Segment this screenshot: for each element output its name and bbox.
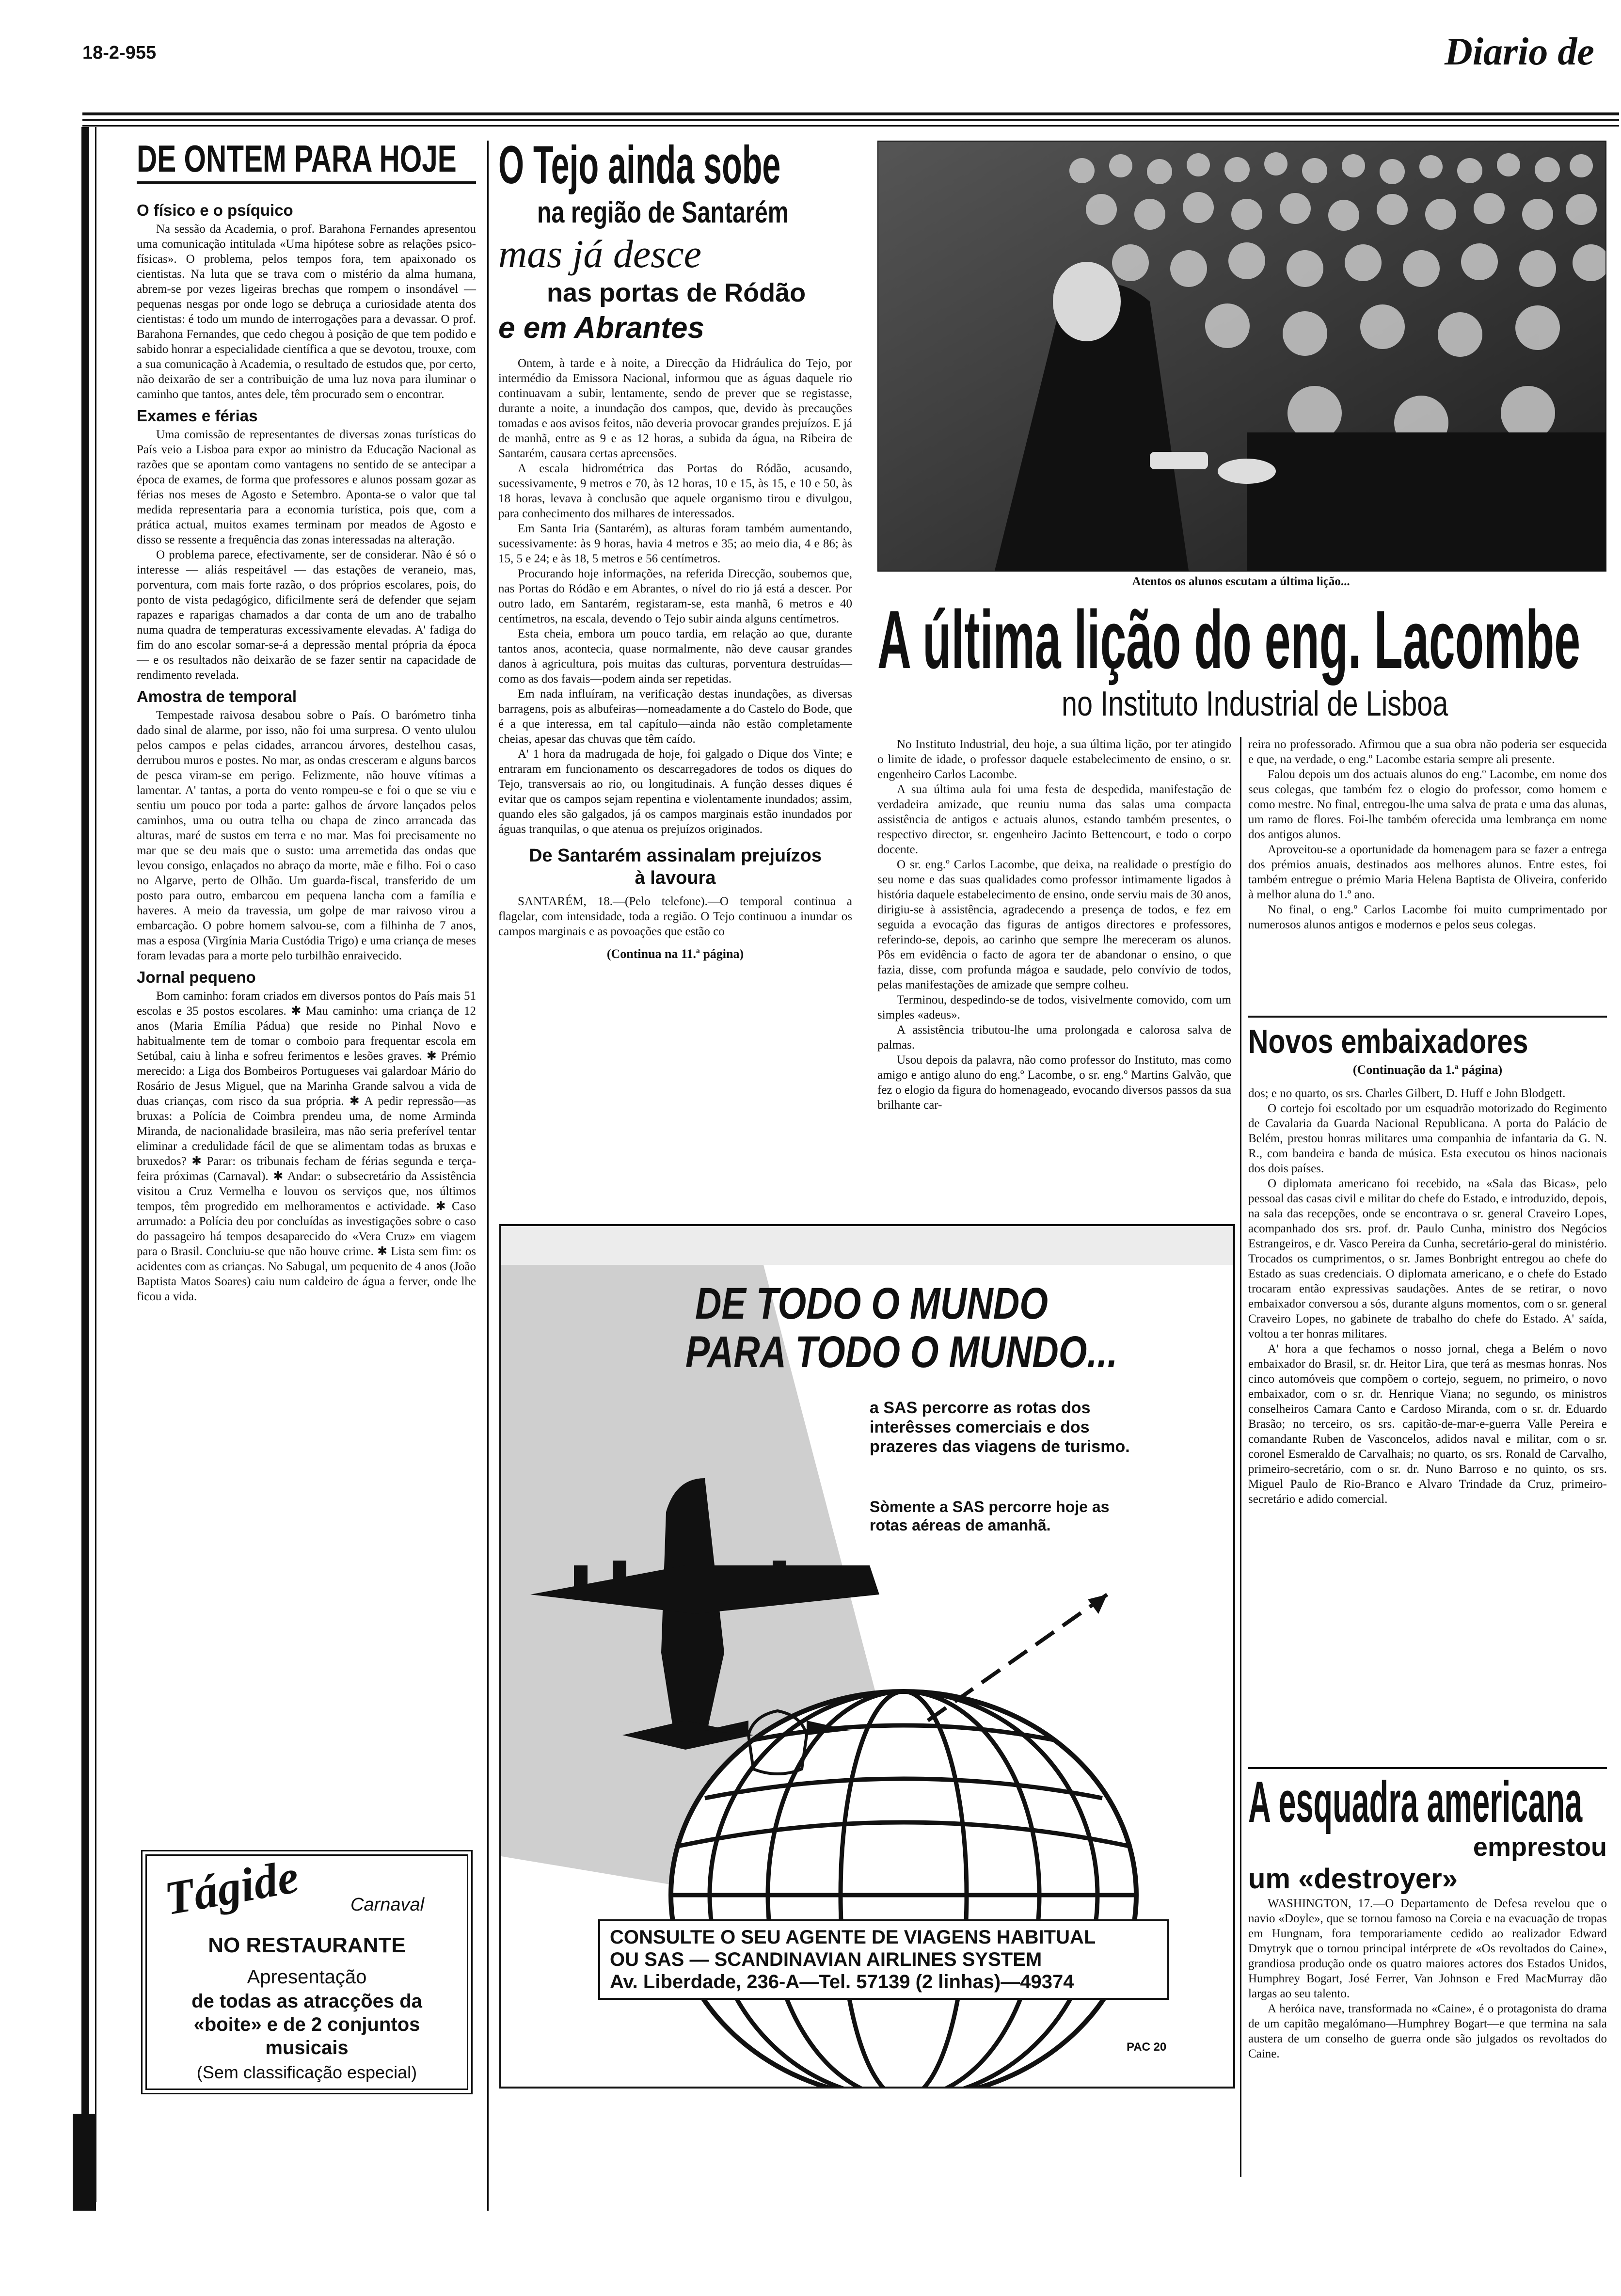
tagide-carnaval: Carnaval xyxy=(350,1895,425,1915)
sas-headline-2: PARA TODO O MUNDO... xyxy=(685,1327,1118,1377)
tagide-line4: musicais xyxy=(265,2037,349,2058)
sas-code: PAC 20 xyxy=(1127,2041,1167,2054)
lacombe-col-b xyxy=(1248,737,1607,932)
embaixadores-rule xyxy=(1248,1016,1607,1018)
left-margin-thin xyxy=(95,127,96,2202)
globe-icon xyxy=(671,1691,1136,2087)
col1-heading-exames: Exames e férias xyxy=(137,407,258,425)
tagide-line3: «boite» e de 2 conjuntos xyxy=(193,2014,420,2035)
lacombe-a-1: No Instituto Industrial, deu hoje, a sua última lição, por ter atingido o limite de idade, o professor daquele estabelecimento de ensino, o sr. engenheiro Carlos Lacombe. xyxy=(877,738,1231,781)
lesson-photo-image xyxy=(878,142,1605,571)
esquadra-headline-2: emprestou xyxy=(1473,1833,1607,1862)
sas-footer-1: CONSULTE O SEU AGENTE DE VIAGENS HABITUAL xyxy=(610,1927,1096,1948)
tejo-subhead: De Santarém assinalam prejuízos à lavoura xyxy=(528,845,822,888)
embaixadores-para-4: A' hora a que fechamos o nosso jornal, chega a Belém o novo embaixador do Brasil, sr. dr. Heitor Lira, que terá as mesmas honras. Nos cinco automóveis que compõem o cortejo, seguem, no primeiro, o novo embaixador, com o sr. dr. Henrique Viana; no segundo, os ministros conselheiros Camara Canto e Cardoso Miranda, com o sr. dr. Eduardo Brasão; no terceiro, os srs. capitão-de-mar-e-guerra Valle Pereira e comandante Ruben de Vasconcelos, adidos naval e militar, com o sr. coronel Esmeraldo de Carvalhais; no quarto, os srs. Ronald de Carvalho, primeiro-secretário, com o sr. dr. Nuno Barroso e no quinto, os srs. Miguel Paulo de Rio-Branco e Alvaro Trindade da Cruz, primeiro-secretário e adido comercial. xyxy=(1248,1342,1607,1506)
tejo-headline-1: O Tejo ainda sobe xyxy=(498,135,781,195)
lacombe-b-4: No final, o eng.º Carlos Lacombe foi muito cumprimentado por numerosos alunos antigos e modernos e pelos seus colegas. xyxy=(1248,903,1607,931)
sas-headline-1: DE TODO O MUNDO xyxy=(695,1279,1048,1328)
tagide-line2: de todas as atracções da xyxy=(191,1991,422,2012)
lacombe-headline: A última lição do eng. Lacombe xyxy=(877,594,1581,686)
esquadra-headline-3: um «destroyer» xyxy=(1248,1863,1458,1895)
left-margin-bar xyxy=(81,127,89,2202)
header-rule-2 xyxy=(82,119,1619,121)
column-1 xyxy=(137,137,476,1304)
tejo-para-2: A escala hidrométrica das Portas do Ródão, acusando, sucessivamente, 9 metros e 70, às 12 horas, 10 e 15, às 15, e 10 e 50, às 18 horas, levava à conclusão que aquele organismo tirou e divulgou, para conhecimento dos milhares de interessados. xyxy=(498,462,852,520)
divider-col1-col2 xyxy=(487,141,489,2211)
sas-footer-2: OU SAS — SCANDINAVIAN AIRLINES SYSTEM xyxy=(610,1949,1042,1970)
col1-heading-fisico: O físico e o psíquico xyxy=(137,201,293,219)
col1-title: DE ONTEM PARA HOJE xyxy=(137,137,457,180)
esquadra-rule xyxy=(1248,1767,1607,1769)
embaixadores-headline: Novos embaixadores xyxy=(1248,1022,1528,1060)
lacombe-a-3: O sr. eng.º Carlos Lacombe, que deixa, na realidade o prestígio do seu nome e das suas qualidades como professor intimamente ligados à história daquele estabelecimento de ensino, onde serviu mais de 30 anos, dirigiu-se à assistência, agradecendo a presença de todos, e fez em seguida a evocação das figuras de antigos directores e professores, referindo-se, depois, ao carinho que sempre lhe mereceram os alunos. Pôs em evidência o facto de agora ter de abandonar o ensino, o que fazia, disse, com profunda mágoa e saudade, pelo convívio de todos, pelas manifestações de amizade que sempre colheu. xyxy=(877,858,1231,991)
tagide-line1: Apresentação xyxy=(247,1966,367,1988)
left-margin-block xyxy=(73,2114,96,2211)
tagide-logo: Tágide xyxy=(160,1850,302,1926)
col1-title-rule xyxy=(137,181,476,184)
tagide-line5: (Sem classificação especial) xyxy=(196,2062,417,2082)
col1-heading-temporal: Amostra de temporal xyxy=(137,687,297,705)
tejo-headline-3: mas já desce xyxy=(498,232,702,276)
lacombe-a-6: Usou depois da palavra, não como professor do Instituto, mas como amigo e antigo aluno do eng.º Lacombe, o sr. eng.º Martins Galvão, que fez o elogio da figura do homenageado, evocando diversos passos da sua brilhante car- xyxy=(877,1053,1231,1112)
lacombe-b-2: Falou depois um dos actuais alunos do eng.º Lacombe, em nome dos seus colegas, que também fez o elogio do professor, como homem e como mestre. No final, entregou-lhe uma salva de prata e uma das alunas, um ramo de flores. Foi-lhe também oferecida uma lembrança em nome dos antigos alunos. xyxy=(1248,768,1607,841)
sas-footer xyxy=(598,1919,1169,2000)
embaixadores-para-2: O cortejo foi escoltado por um esquadrão motorizado do Regimento de Cavalaria da Guarda Nacional Republicana. A porta do Palácio de Belém, prestou honras militares uma companhia de infantaria da G. N. R., com bandeira e banda de música. Esta executou os hinos nacionais dos dois países. xyxy=(1248,1102,1607,1175)
sas-text-2: Sòmente a SAS percorre hoje as rotas aéreas de amanhã. xyxy=(870,1498,1110,1534)
tejo-para-3: Em Santa Iria (Santarém), as alturas foram também aumentando, sucessivamente: às 9 horas, havia 4 metros e 35; ao meio dia, 4 e 86; às 15, 5 e 24; e às 18, 5 metros e 56 centímetros. xyxy=(498,522,852,565)
tejo-para-1: Ontem, à tarde e à noite, a Direcção da Hidráulica do Tejo, por intermédio da Emissora Nacional, informou que as águas daquele rio continuavam a subir, lentamente, sendo de prever que se registasse, durante a noite, a inundação dos campos, que, devido às precauções tomadas e aos avisos feitos, não deveria provocar grandes prejuízos. E já de manhã, entre as 9 e as 12 horas, a subida da água, na Ribeira de Santarém, causara certas apreensões. xyxy=(498,357,852,460)
esquadra-col xyxy=(1248,1772,1607,2061)
lacombe-a-2: A sua última aula foi uma festa de despedida, manifestação de verdadeira amizade, que reuniu numa das salas uma compacta assistência de antigos e actuais alunos, estando também presentes, o respectivo director, sr. engenheiro Jacinto Bettencourt, e todo o corpo docente. xyxy=(877,783,1231,856)
ad-sas xyxy=(499,1224,1235,2089)
esquadra-headline-1: A esquadra americana xyxy=(1248,1770,1583,1834)
col1-para-jornal: Bom caminho: foram criados em diversos pontos do País mais 51 escolas e 35 postos escolares. ✱ Mau caminho: uma criança de 12 anos (Maria Emília Pádua) que reside no Pinhal Novo e habitualmente tem de tomar o comboio para frequentar escola em Setúbal, caiu à linha e sofreu ferimentos e lesões graves. ✱ Prémio merecido: a Liga dos Bombeiros Portugueses vai galardoar Mário do Rosário de Jesus Miguel, que na Marinha Grande salvou a vida de duas crianças, com risco da sua própria. ✱ A pedir repressão—as bruxas: a Polícia de Coimbra prendeu uma, de nome Arminda Miranda, de nacionalidade brasileira, mas não seria preferível tentar eliminar a credulidade fácil de que se alimentam todas as bruxas e bruxedos? ✱ Parar: os tribunais fecham de férias segunda e terça-feira próximas (Carnaval). ✱ Andar: o subsecretário da Assistência visitou a Cruz Vermelha e louvou os serviços que, nos últimos tempos, têm progredido em melhoramentos e actividade. ✱ Caso arrumado: a Polícia deu por concluídas as investigações sobre o caso do passageiro há tempos desaparecido do «Vera Cruz» em viagem para o Brasil. Concluiu-se que não houve crime. ✱ Lista sem fim: os acidentes com as crianças. No Sabugal, um pequenito de 4 anos (João Baptista Matos Soares) caiu num caldeiro de água a ferver, onde lhe ficou a vida. xyxy=(137,989,476,1303)
tejo-para-santarem: SANTARÉM, 18.—(Pelo telefone).—O temporal continua a flagelar, com intensidade, toda a região. O Tejo continuou a inundar os campos marginais e as povoações que estão co xyxy=(498,895,852,938)
lacombe-col-a xyxy=(877,737,1231,1113)
embaixadores-continuation: (Continuação da 1.ª página) xyxy=(1352,1063,1503,1077)
tejo-continuation: (Continua na 11.ª página) xyxy=(606,947,744,961)
tejo-para-5: Esta cheia, embora um pouco tardia, em relação ao que, durante tantos anos, acontecia, quase normalmente, não deve causar grandes danos à agricultura, pois muitas das culturas, porventura destruídas—como as dos favais—podem ainda ser repetidas. xyxy=(498,627,852,686)
lesson-photo xyxy=(877,141,1606,572)
divider-lacombe xyxy=(1240,737,1241,2177)
esquadra-para-1: WASHINGTON, 17.—O Departamento de Defesa revelou que o navio «Doyle», que se tornou famoso na Coreia e na evacuação de tropas em Hungnam, fora temporariamente cedido ao realizador Edward Dmytryk que o tornou principal intérprete de «Os revoltados do Caine», grandiosa produção onde os quatro maiores actores dos Estados Unidos, Humphrey Bogart, José Ferrer, Van Johnson e Fred MacMurray dão largas ao seu talento. xyxy=(1248,1897,1607,2000)
sas-footer-3: Av. Liberdade, 236-A—Tel. 57139 (2 linhas)—49374 xyxy=(610,1971,1074,1993)
lacombe-b-1: reira no professorado. Afirmou que a sua obra não poderia ser esquecida e que, na verdade, o eng.º Lacombe estaria sempre ali presente. xyxy=(1248,738,1607,766)
tejo-para-7: A' 1 hora da madrugada de hoje, foi galgado o Dique dos Vinte; e entraram em funcionamento os descarregadores de todos os diques do Tejo, transversais ao rio, ou longitudinais. A função desses diques é evitar que os campos sejam repentina e violentamente inundados; assim, quando eles são galgados, já os campos marginais estão inundados por águas tranquilas, o que atenua os prejuízos originados. xyxy=(498,748,852,836)
lacombe-a-4: Terminou, despedindo-se de todos, visivelmente comovido, com um simples «adeus». xyxy=(877,993,1231,1021)
col1-heading-jornal: Jornal pequeno xyxy=(137,968,256,986)
esquadra-para-2: A heróica nave, transformada no «Caine», é o protagonista do drama de um capitão megalómano—Humphrey Bogart—e que termina na sala austera de um conselho de guerra onde são julgados os revoltados do Caine. xyxy=(1248,2002,1607,2060)
lacombe-b-3: Aproveitou-se a oportunidade da homenagem para se fazer a entrega dos prémios anuais, destinados aos melhores alunos. Entre estes, foi também entregue o prémio Maria Helena Baptista de Oliveira, conferido à melhor aluna do 1.º ano. xyxy=(1248,843,1607,901)
col1-para-exames-1: Uma comissão de representantes de diversas zonas turísticas do País veio a Lisboa para expor ao ministro da Educação Nacional as razões que se apontam como vantagens no sentido de se antecipar a época de exames, de forma que professores e alunos possam gozar as férias nos meses de Agosto e Setembro. Aponta-se o valor que tal medida representaria para a economia turística, pois que, com a prática actual, muitos exames terminam por meados de Agosto e disso se ressente a frequência das zonas interessadas na alteração. xyxy=(137,428,476,546)
masthead: Diario de xyxy=(1445,31,1594,73)
col1-para-temporal: Tempestade raivosa desabou sobre o País. O barómetro tinha dado sinal de alarme, por isso, não foi uma surpresa. O vento ululou pelos campos e pelas cidades, arrancou árvores, destelhou casas, derrubou muros e postes. No mar, as ondas cresceram e alguns barcos de pesca viram-se em perigo. Felizmente, não houve vítimas a lamentar. A' tantas, a porta do vento rompeu-se e foi o que se viu e sentiu um pouco por toda a parte: galhos de árvore lançados pelos caminhos, uma ou outra telha ou chapa de zinco arrancada das alturas, maré de sustos em terra e no mar. Mas foi precisamente no mar que se deu mais que o susto: uma arremetida das ondas que levou consigo, enlaçados no abraço da morte, mãe e filho. Foi o caso no Algarve, perto de Olhão. Um guarda-fiscal, transferido de um posto para outro, embarcou em pequena lancha com a família e haveres. A meio da travessia, um golpe de mar raivoso virou a embarcação. O pobre homem salvou-se, com a filhinha de 7 anos, mas a esposa (Virgínia Maria Custódia Trigo) e uma criança de meses foram levadas para a morte pelo turbilhão enraivecido. xyxy=(137,709,476,962)
photo-caption: Atentos os alunos escutam a última lição... xyxy=(1132,575,1350,588)
tejo-para-6: Em nada influíram, na verificação destas inundações, as diversas barragens, pois as albufeiras—nomeadamente a do Castelo do Bode, que é a que interessa, em tal capítulo—ainda não estão completamente cheias, apesar das chuvas que têm caído. xyxy=(498,687,852,746)
header-rule-1 xyxy=(82,112,1619,115)
embaixadores-para-1: dos; e no quarto, os srs. Charles Gilbert, D. Huff e John Blodgett. xyxy=(1248,1087,1566,1100)
tejo-headline-5: e em Abrantes xyxy=(498,311,704,345)
tejo-headline-4: nas portas de Ródão xyxy=(547,278,806,307)
page-date: 18-2-955 xyxy=(82,43,157,63)
tejo-para-4: Procurando hoje informações, na referida Direcção, soubemos que, nas Portas do Ródão e em Abrantes, o nível do rio já está a descer. Por outro lado, em Santarém, registaram-se, esta manhã, 6 metros e 40 centímetros, na escala, devendo o Tejo subir ainda alguns centímetros. xyxy=(498,567,852,625)
sas-text-1: a SAS percorre as rotas dos interêsses comerciais e dos prazeres das viagens de turismo. xyxy=(870,1399,1130,1456)
ad-tagide xyxy=(145,1850,468,2090)
header-rule-3 xyxy=(82,125,1619,127)
column-2 xyxy=(498,137,852,961)
tejo-headline-2: na região de Santarém xyxy=(537,196,789,229)
embaixadores-para-3: O diplomata americano foi recebido, na «Sala das Bicas», pelo pessoal das casas civil e militar do chefe do Estado, e introduzido, depois, na sala das recepções, onde se encontrava o sr. general Craveiro Lopes, acompanhado dos srs. prof. dr. Paulo Cunha, ministro dos Negócios Estrangeiros, e dr. Vasco Pereira da Cunha, secretário-geral do ministério. Trocados os cumprimentos, o sr. James Bonbright entregou ao chefe do Estado as suas credenciais. O diplomata americano, e o chefe do Estado trocaram então expressivas saudações. Antes de se retirar, o novo embaixador conversou a sós, durante alguns momentos, com o sr. general Craveiro Lopes, no gabinete de trabalho do chefe do Estado. A' saída, voltou a ter honras militares. xyxy=(1248,1177,1607,1340)
lacombe-subheadline: no Instituto Industrial de Lisboa xyxy=(1062,685,1448,723)
col1-para-exames-2: O problema parece, efectivamente, ser de considerar. Não é só o interesse — aliás respeitável — das estações de veraneio, mas, porventura, com mais forte razão, o dos próprios escolares, pois, do ponto de vista pedagógico, dificilmente será de defender que sejam rapazes e raparigas chamados a dar conta de um ano de trabalho numa quadra de temperaturas excessivamente elevadas. A' fadiga do fim do ano escolar somar-se-á a depressão mental própria da época — e os resultados não deixarão de se fazer sentir na capacidade de rendimento revelada. xyxy=(137,548,476,682)
col1-para-fisico: Na sessão da Academia, o prof. Barahona Fernandes apresentou uma comunicação intitulada «Uma hipótese sobre as relações psico-físicas». O problema, pelos tempos fora, tem apaixonado os cientistas. Na luta que se trava com o mistério da alma humana, abrem-se por vezes ligeiras brechas que rompem o insondável — pequenas nesgas por onde logo se debruça a curiosidade atenta dos cientistas: é todo um mundo de interrogações para a devassar. O prof. Barahona Fernandes, que cedo chegou à posição de que tem podido e sabido honrar a especialidade científica a que se devotou, trouxe, com a sua comunicação à Academia, o resultado de estudos que, por certo, não deixarão de ser a contribuição de uma luz nova para iluminar o caminho que tantos, antes dele, têm procurado sem o encontrar. xyxy=(137,223,476,401)
tagide-restaurant: NO RESTAURANTE xyxy=(208,1933,406,1957)
lacombe-a-5: A assistência tributou-lhe uma prolongada e calorosa salva de palmas. xyxy=(877,1023,1231,1052)
embaixadores-col xyxy=(1248,1022,1607,1507)
